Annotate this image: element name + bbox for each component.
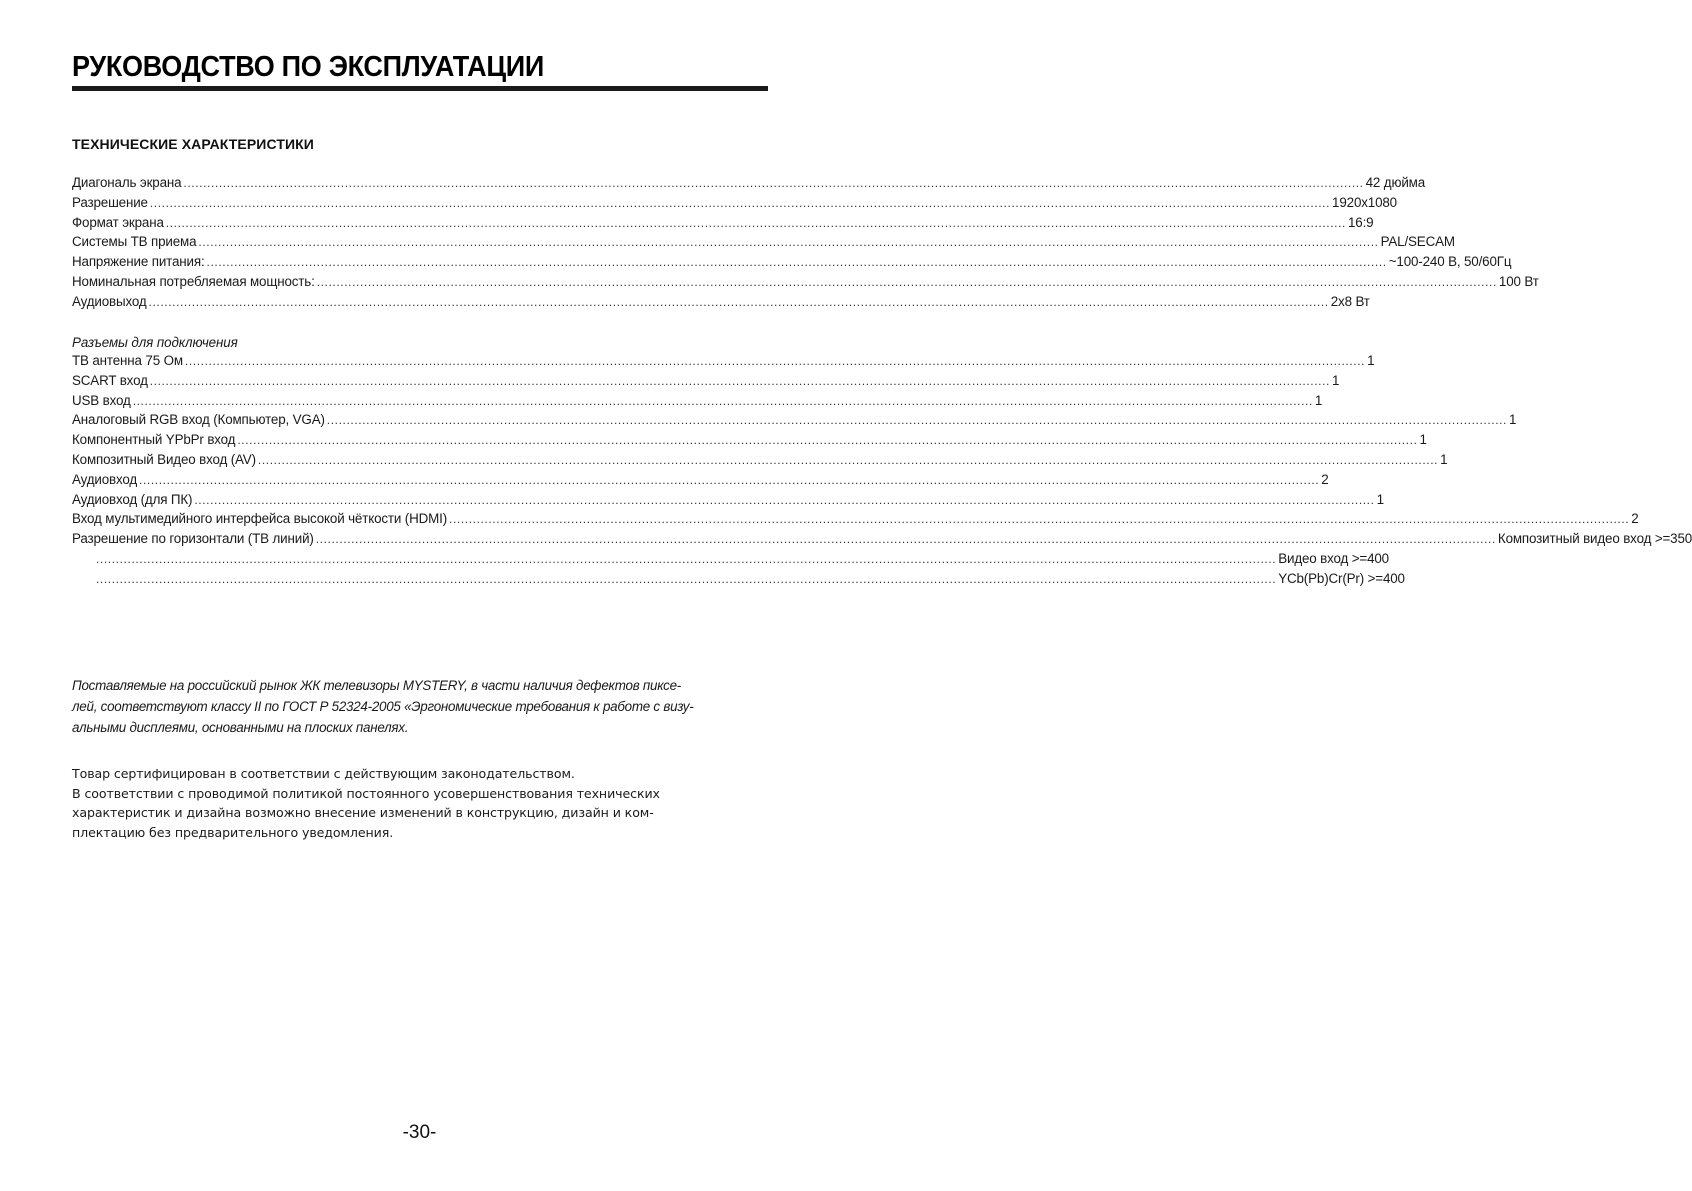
specifications-list xyxy=(72,175,1539,314)
connector-row xyxy=(72,372,1340,393)
connectors-list xyxy=(72,353,1692,591)
notice-line: Поставляемые на российский рынок ЖК телевизоры MYSTERY, в части наличия дефектов пиксе- xyxy=(72,678,682,693)
spec-value: ~100-240 В, 50/60Гц xyxy=(1388,254,1512,270)
connector-count: 1 xyxy=(1367,353,1375,368)
notice-line: лей, соответствуют классу II по ГОСТ Р 52324-2005 «Эргономические требования к работе с визу- xyxy=(72,699,694,714)
resolution-row xyxy=(72,550,1389,571)
spec-row xyxy=(72,254,1512,274)
dot-leader: ............................................................................................................................................................................................................................................................................................................ xyxy=(148,294,1329,309)
title-underline xyxy=(72,86,768,91)
dot-leader: ............................................................................................................................................................................................................................................................................................................ xyxy=(257,452,1439,467)
connector-row xyxy=(72,392,1323,413)
connector-label: SCART вход xyxy=(72,372,148,388)
connector-label: Вход мультимедийного интерфейса высокой чёткости (HDMI) xyxy=(72,511,448,527)
page-title: РУКОВОДСТВО ПО ЭКСПЛУАТАЦИИ xyxy=(72,51,545,83)
spec-row xyxy=(72,273,1539,294)
notice-line: альными дисплеями, основанными на плоских панелях. xyxy=(72,720,409,735)
spec-value: 1920х1080 xyxy=(1332,194,1397,210)
resolution-label: Разрешение по горизонтали (ТВ линий) xyxy=(72,531,314,547)
resolution-value: Композитный видео вход >=350 xyxy=(1497,531,1692,547)
resolution-row xyxy=(72,570,1405,591)
connector-count: 1 xyxy=(1509,412,1517,428)
connector-row xyxy=(72,451,1448,472)
dot-leader: ............................................................................................................................................................................................................................................................................................................ xyxy=(165,215,1346,230)
spec-value: 100 Вт xyxy=(1498,273,1539,289)
certification-line: В соответствии с проводимой политикой постоянного усовершенствования технических xyxy=(72,785,660,801)
spec-row xyxy=(72,175,1426,195)
page-header xyxy=(72,50,768,82)
specifications-heading: ТЕХНИЧЕСКИЕ ХАРАКТЕРИСТИКИ xyxy=(72,136,314,152)
spec-value: 42 дюйма xyxy=(1365,175,1426,190)
spec-value: 2х8 Вт xyxy=(1330,293,1370,309)
resolution-row xyxy=(72,531,1692,551)
dot-leader: ............................................................................................................................................................................................................................................................................................................ xyxy=(184,354,1366,368)
spec-value: 16:9 xyxy=(1347,214,1374,230)
certification-notice xyxy=(72,764,772,842)
page-number: -30- xyxy=(402,1122,437,1143)
connector-label: ТВ антенна 75 Ом xyxy=(72,353,183,368)
spec-label: Аудиовыход xyxy=(72,293,147,309)
connector-count: 2 xyxy=(1321,471,1329,487)
connector-row xyxy=(72,471,1329,492)
dot-leader: ............................................................................................................................................................................................................................................................................................................ xyxy=(149,195,1331,210)
certification-line: плектацию без предварительного уведомления. xyxy=(72,824,394,840)
dot-leader: ............................................................................................................................................................................................................................................................................................................ xyxy=(237,433,1418,448)
spec-label: Диагональ экрана xyxy=(72,175,182,190)
spec-row xyxy=(72,214,1374,235)
pixel-defects-notice xyxy=(72,675,772,738)
dot-leader: ............................................................................................................................................................................................................................................................................................................ xyxy=(194,492,1375,507)
dot-leader: ............................................................................................................................................................................................................................................................................................................ xyxy=(198,235,1379,250)
dot-leader: ............................................................................................................................................................................................................................................................................................................ xyxy=(139,472,1320,487)
connector-count: 1 xyxy=(1331,372,1340,388)
connector-count: 2 xyxy=(1631,511,1639,527)
certification-line: Товар сертифицирован в соответствии с действующим законодательством. xyxy=(72,766,575,781)
spec-value: PAL/SECAM xyxy=(1380,234,1455,250)
connector-label: Компонентный YPbPr вход xyxy=(72,432,236,448)
resolution-value: YCb(Pb)Cr(Pr) >=400 xyxy=(1278,570,1405,586)
connector-label: Композитный Видео вход (AV) xyxy=(72,451,256,467)
connector-count: 1 xyxy=(1440,451,1448,467)
connector-count: 1 xyxy=(1419,432,1427,448)
dot-leader: ............................................................................................................................................................................................................................................................................................................ xyxy=(183,176,1364,190)
dot-leader: ............................................................................................................................................................................................................................................................................................................ xyxy=(449,512,1630,527)
resolution-value: Видео вход >=400 xyxy=(1278,550,1389,566)
dot-leader: ............................................................................................................................................................................................................................................................................................................ xyxy=(96,551,1277,566)
spec-row xyxy=(72,234,1455,254)
spec-row xyxy=(72,293,1370,314)
spec-row xyxy=(72,194,1397,215)
connector-label: USB вход xyxy=(72,392,131,408)
spec-label: Номинальная потребляемая мощность: xyxy=(72,273,315,289)
connector-label: Аудиовход xyxy=(72,471,138,487)
connector-label: Аналоговый RGB вход (Компьютер, VGA) xyxy=(72,412,325,428)
connector-row xyxy=(72,491,1384,512)
connector-row xyxy=(72,511,1639,531)
spec-label: Системы ТВ приема xyxy=(72,234,197,250)
spec-label: Напряжение питания: xyxy=(72,254,205,270)
connector-row xyxy=(72,432,1427,452)
dot-leader: ............................................................................................................................................................................................................................................................................................................ xyxy=(149,373,1330,388)
connector-count: 1 xyxy=(1314,392,1323,408)
certification-line: характеристик и дизайна возможно внесение изменений в конструкцию, дизайн и ком- xyxy=(72,805,654,820)
dot-leader: ............................................................................................................................................................................................................................................................................................................ xyxy=(315,532,1496,547)
spec-label: Формат экрана xyxy=(72,214,164,230)
connectors-caption: Разъемы для подключения xyxy=(72,335,238,350)
dot-leader: ............................................................................................................................................................................................................................................................................................................ xyxy=(326,413,1507,428)
spec-label: Разрешение xyxy=(72,194,148,210)
connector-count: 1 xyxy=(1376,491,1384,507)
connector-row xyxy=(72,353,1375,373)
dot-leader: ............................................................................................................................................................................................................................................................................................................ xyxy=(316,274,1497,289)
connector-row xyxy=(72,412,1517,432)
dot-leader: ............................................................................................................................................................................................................................................................................................................ xyxy=(132,393,1313,408)
dot-leader: ............................................................................................................................................................................................................................................................................................................ xyxy=(206,255,1387,270)
dot-leader: ............................................................................................................................................................................................................................................................................................................ xyxy=(96,571,1277,586)
connector-label: Аудиовход (для ПК) xyxy=(72,491,193,507)
